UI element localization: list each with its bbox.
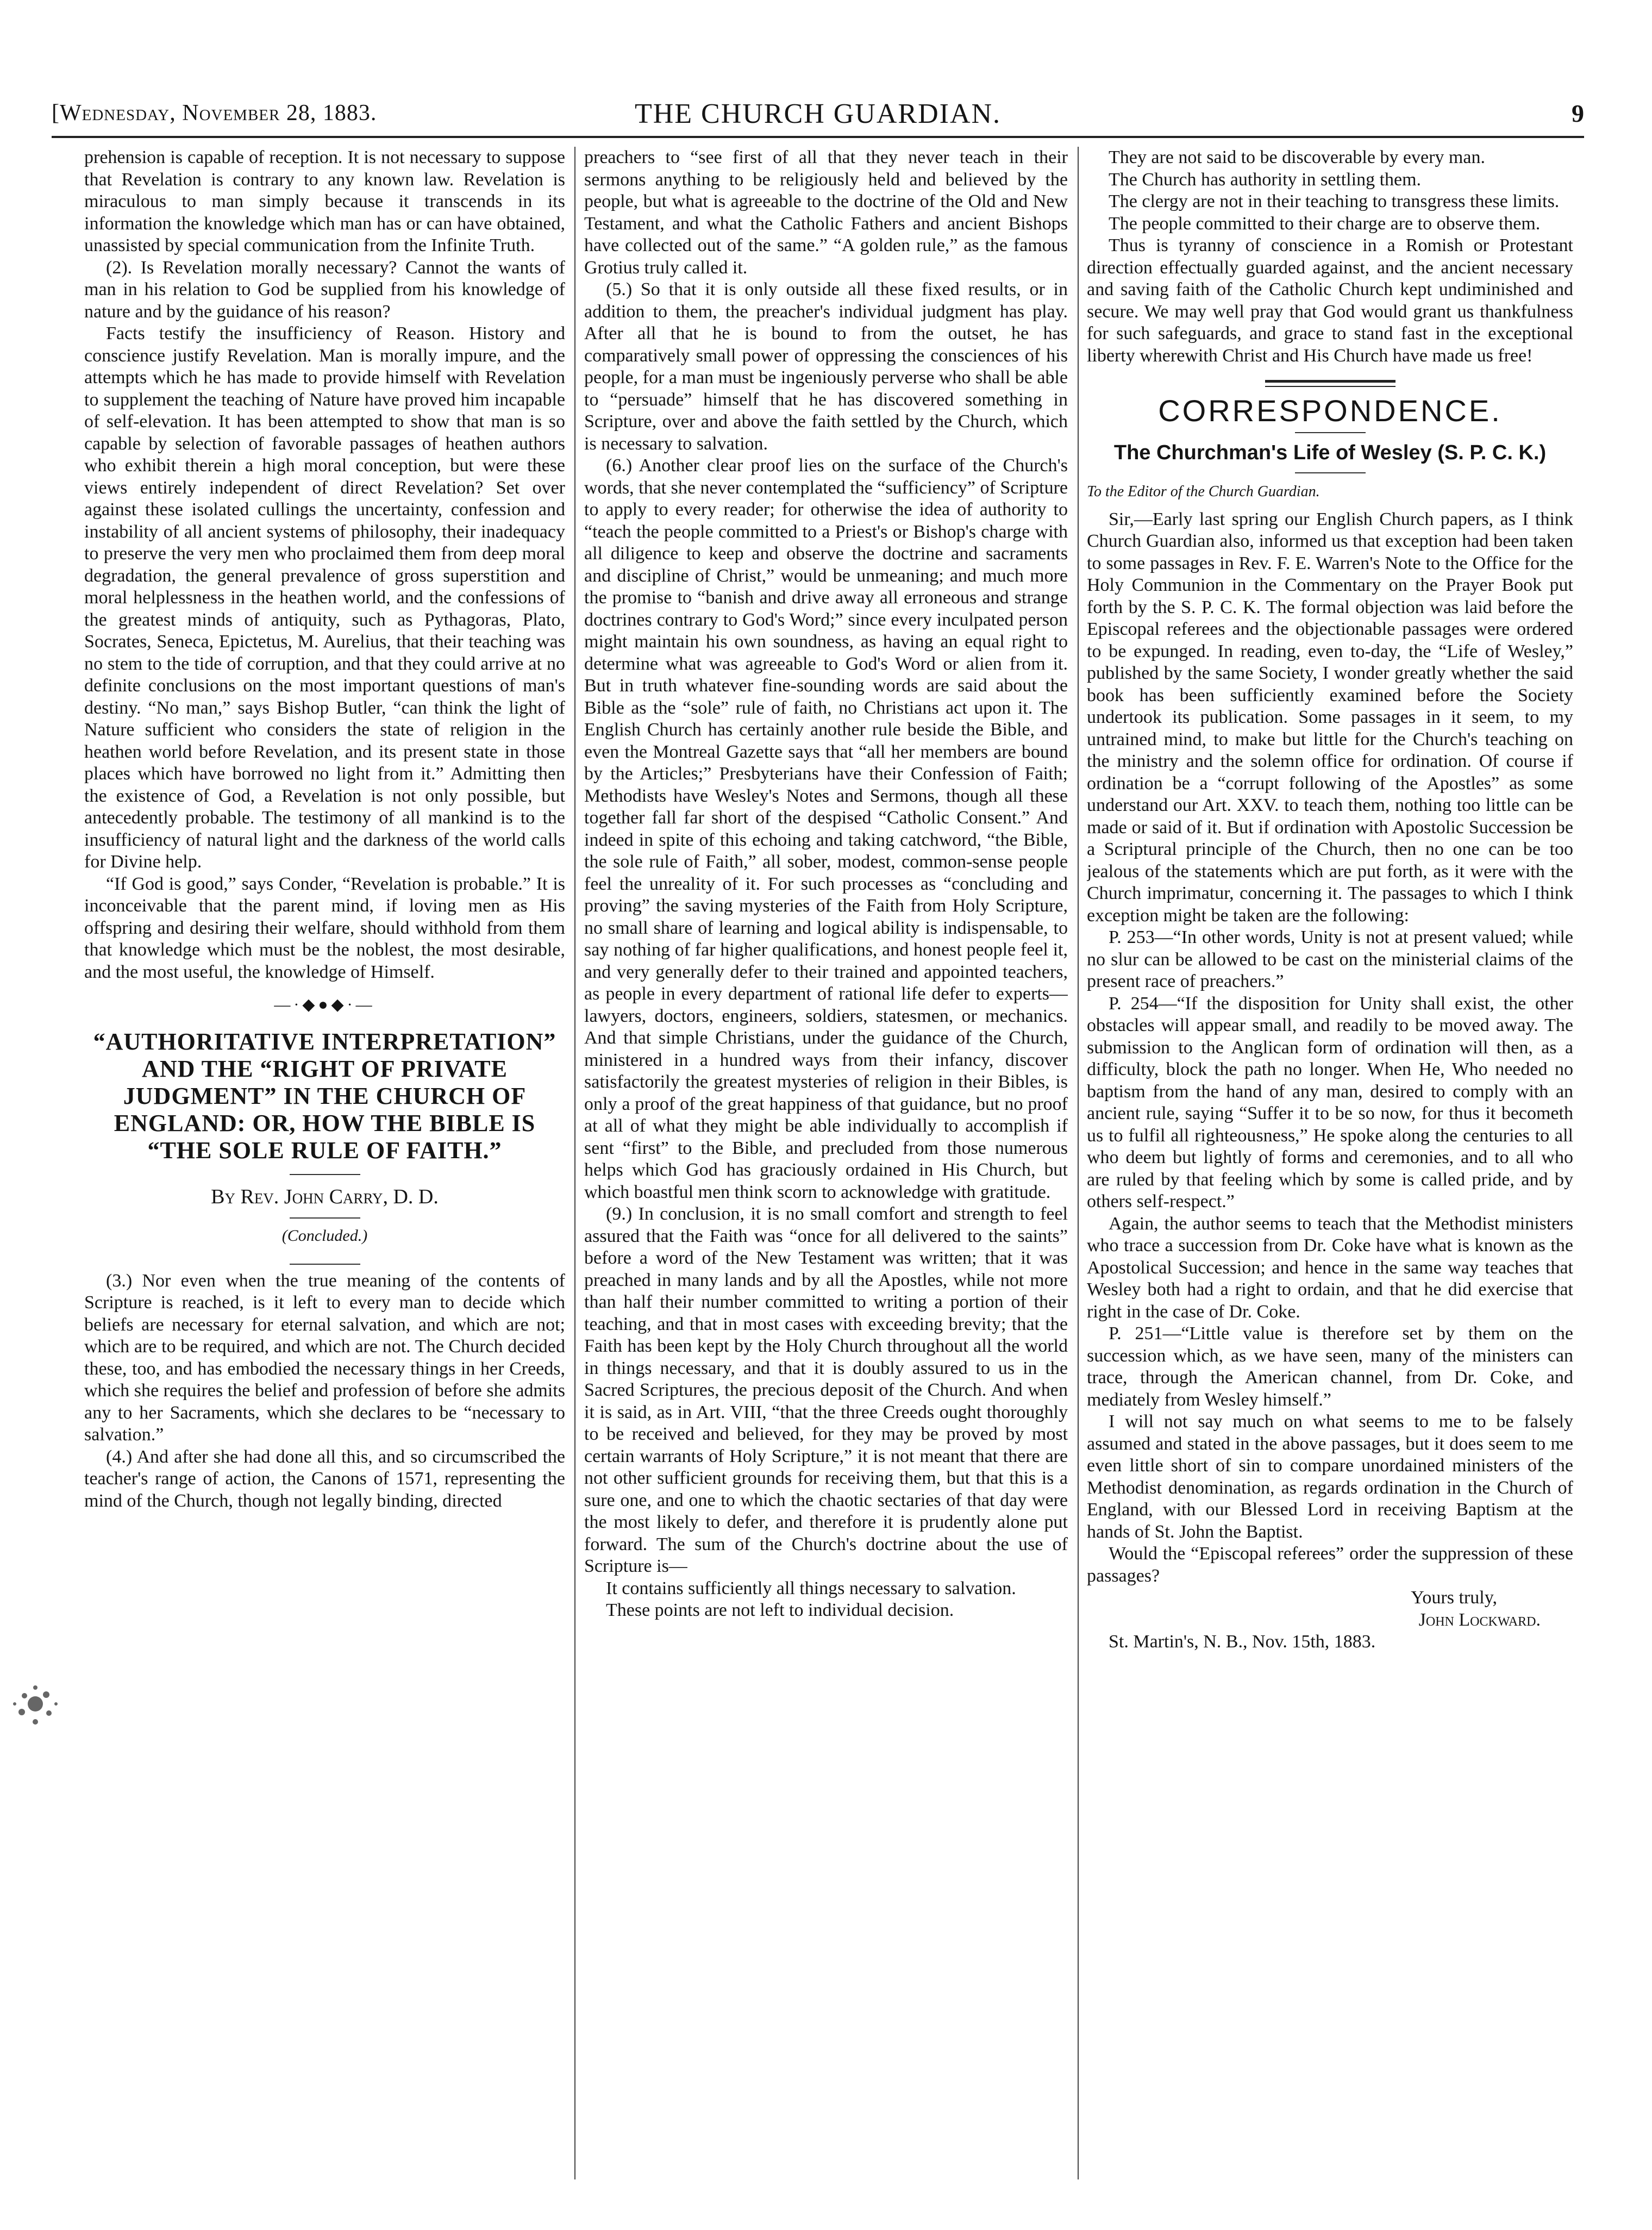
paragraph: (5.) So that it is only outside all these fixed results, or in addition to them, the preacher's individual judgment has play. After all that he is bound to from the outset, he has comparatively small power of oppressing the consciences of his people, for a man must be ingeniously perverse who shall be able to “persuade” himself that he has discovered something in Scripture, over and above the faith settled by the Church, which is necessary to salvation. [584,279,1068,454]
page-number: 9 [1572,99,1584,127]
paragraph: The Church has authority in settling them. [1109,169,1422,190]
paragraph: preachers to “see first of all that they never teach in their sermons anything to be religiously held and believed by the people, but what is agreeable to the doctrine of the Old and New Testament, and what the Catholic Fathers and ancient Bishops have collected out of the same.” “A golden rule,” as the famous Grotius truly called it. [584,147,1068,278]
letter-place-date: St. Martin's, N. B., Nov. 15th, 1883. [1109,1632,1376,1652]
short-rule [1295,432,1366,433]
concluded-note: (Concluded.) [281,1227,368,1245]
column-rule [1078,147,1079,2179]
paragraph: Would the “Episcopal referees” order the suppression of these passages? [1087,1544,1573,1586]
column-3 [1087,147,1573,2185]
paragraph: I will not say much on what seems to me to be falsely assumed and stated in the above passages, but it does seem to me even little short of sin to compare unordained ministers of the Methodist denomination, as regards ordination in the Church of England, with our Blessed Lord in receiving Baptism at the hands of St. John the Baptist. [1087,1411,1573,1542]
paragraph: They are not said to be discoverable by every man. [1109,147,1485,167]
paragraph: (9.) In conclusion, it is no small comfort and strength to feel assured that the Faith was “once for all delivered to the saints” before a word of the New Testament was written; that it was preached in many lands and by all the Apostles, while not more than half their number committed to writing a portion of their teaching, and that in most cases with exceeding brevity; that the Faith has been kept by the Holy Church throughout all the world in things necessary, and that it is doubly assured to us in the Sacred Scriptures, the precious deposit of the Church. And when it is said, as in Art. VIII, “that the three Creeds ought thoroughly to be received and believed, for they may be proved by most certain warrants of Holy Scripture,” it is not meant that there are not other sufficient grounds for receiving them, but that this is a sure one, and one to which the chaotic sectaries of that day were the most likely to defer, and therefore it is prudently alone put forward. The sum of the Church's doctrine about the use of Scripture is— [584,1204,1068,1576]
ornament-divider: —·◆●◆·— [274,996,376,1014]
letter-address: To the Editor of the Church Guardian. [1087,483,1320,500]
paragraph: prehension is capable of reception. It is not necessary to suppose that Revelation is contrary to any known law. Revelation is miraculous to man simply because it transcends in its information the knowledge which man has or can have obtained, unassisted by special communication from the Infinite Truth. [84,147,565,255]
letter-heading: The Churchman's Life of Wesley (S. P. C. K.) [1113,441,1547,464]
paragraph: The people committed to their charge are to observe them. [1109,213,1541,234]
paragraph: (6.) Another clear proof lies on the surface of the Church's words, that she never contemplated the “sufficiency” of Scripture to apply to every reader; for otherwise the idea of authority to “teach the people committed to a Priest's or Bishop's charge with all diligence to keep and observe the doctrine and sacraments and discipline of Christ,” would be unmeaning; and much more the promise to “banish and drive away all erroneous and strange doctrines contrary to God's Word;” since every inculpated person might maintain his own soundness, as having an equal right to determine what was agreeable to God's Word or alien from it. But in truth whatever fine-sounding words are said about the Bible as the “sole” rule of faith, no Christians act upon it. The English Church has certainly another rule beside the Bible, and even the Montreal Gazette says that “all her members are bound by the Articles;” Presbyterians have their Confession of Faith; Methodists have Wesley's Notes and Sermons, though all these together fall far short of the despised “Catholic Consent.” And indeed in spite of this echoing and taking catchword, “the Bible, the sole rule of Faith,” all sober, modest, common-sense people feel the unreality of it. For such processes as “concluding and proving” the saving mysteries of the Faith from Holy Scripture, no small share of learning and logical ability is indispensable, to say nothing of far higher qualifications, and honest people feel it, and very generally defer to their trained and appointed teachers, as people in every department of rational life defer to experts—lawyers, doctors, engineers, soldiers, statesmen, or mechanics. And that simple Christians, under the guidance of the Church, ministered in a hundred ways from their infancy, discover satisfactorily the greatest mysteries of religion in their Bibles, is only a proof of the great happiness of that guidance, but no proof at all of what they might be able individually to accomplish if sent “first” to the Bible, and precluded from those numerous helps which God has graciously ordained in His Church, but which boastful men think scorn to acknowledge with gratitude. [584,455,1068,1202]
section-divider [1265,380,1396,387]
short-rule [290,1264,360,1265]
letter-closing: Yours truly, [1411,1588,1497,1608]
letter-signature: John Lockward. [1418,1609,1541,1630]
paragraph: Thus is tyranny of conscience in a Romish or Protestant direction effectually guarded against, and the ancient necessary and saving faith of the Catholic Church kept undiminished and secure. We may well pray that God would grant us thankfulness for such safeguards, and grace to stand fast in the exceptional liberty wherewith Christ and His Church have made us free! [1087,235,1573,366]
short-rule [1295,472,1366,473]
paragraph: (4.) And after she had done all this, and so circumscribed the teacher's range of action, the Canons of 1571, representing the mind of the Church, though not legally binding, directed [84,1446,565,1511]
column-rule [574,147,575,2179]
section-heading: CORRESPONDENCE. [1158,393,1502,428]
paragraph: P. 253—“In other words, Unity is not at present valued; while no slur can be allowed to be cast on the ministerial claims of the present race of preachers.” [1087,927,1573,991]
column-2 [584,147,1068,2185]
paragraph: P. 254—“If the disposition for Unity shall exist, the other obstacles will appear small, and readily to be moved away. The submission to the Anglican form of ordination will then, as a difficulty, block the path no longer. When He, Who needed no baptism from the hand of any man, desired to comply with an ancient rule, saying “Suffer it to be so now, for thus it becometh us to fulfil all righteousness,” He spoke along the centuries to all who deem but lightly of forms and ceremonies, and to all who are ruled by that feeling which by some is called pride, and by others self-respect.” [1087,993,1573,1211]
paragraph: Sir,—Early last spring our English Church papers, as I think Church Guardian also, informed us that exception had been taken to some passages in Rev. F. E. Warren's Note to the Office for the Holy Communion in the Commentary on the Prayer Book put forth by the S. P. C. K. The formal objection was laid before the Episcopal referees and the objectionable passages were ordered to be expunged. In reading, even to-day, the “Life of Wesley,” published by the same Society, I wonder greatly whether the said book has been sufficiently examined before the Society undertook its publication. Some passages in it seem, to my untrained mind, to make but little for the Church's teaching on the ministry and the solemn office for ordination. Of course if ordination be a “corrupt following of the Apostles” as some understand our Art. XXV. to teach them, nothing too little can be made or said of it. But if ordination with Apostolic Succession be a Scriptural principle of the Church, then no one can be too jealous of the statements which are put forth, as it were with the Church imprimatur, concerning it. The passages to which I think exception might be taken are the following: [1087,509,1573,926]
paragraph: (3.) Nor even when the true meaning of the contents of Scripture is reached, is it left to every man to decide which beliefs are necessary for eternal salvation, and which are not; which are to be required, and which are not. The Church decided these, too, and has embodied the necessary things in her Creeds, which she requires the belief and profession of before she admits any to her Sacraments, which she declares to be “necessary to salvation.” [84,1270,565,1445]
paragraph: “If God is good,” says Conder, “Revelation is probable.” It is inconceivable that the parent mind, if loving men as His offspring and desiring their welfare, should withhold from them that knowledge which must be the noblest, the most desirable, and the most useful, the knowledge of Himself. [84,873,565,982]
paragraph: It contains sufficiently all things necessary to salvation. [606,1578,1016,1598]
article-byline: By Rev. John Carry, D. D. [211,1185,439,1208]
paragraph: These points are not left to individual decision. [606,1600,954,1620]
issue-date: [Wednesday, November 28, 1883. [52,101,377,126]
ink-blot-icon [3,1674,68,1734]
paragraph: The clergy are not in their teaching to transgress these limits. [1109,191,1560,211]
article-heading: “AUTHORITATIVE INTERPRETATION” AND THE “RIGHT OF PRIVATE JUDGMENT” IN THE CHURCH OF ENGLAND: OR, HOW THE BIBLE IS “THE SOLE RULE OF FAITH.” [93,1028,556,1164]
column-1 [84,147,565,2185]
paragraph: Again, the author seems to teach that the Methodist ministers who trace a succession from Dr. Coke have what is known as the Apostolical Succession; and hence in the same way teaches that Wesley both had a right to ordain, and that he did exercise that right in the case of Dr. Coke. [1087,1213,1573,1322]
paragraph: (2). Is Revelation morally necessary? Cannot the wants of man in his relation to God be supplied from his knowledge of nature and by the guidance of his reason? [84,257,565,322]
short-rule [290,1174,360,1175]
masthead [52,98,1584,138]
paragraph: P. 251—“Little value is therefore set by them on the succession which, as we have seen, many of the ministers can trace, through the American channel, from Dr. Coke, and mediately from Wesley himself.” [1087,1323,1573,1410]
paragraph: Facts testify the insufficiency of Reason. History and conscience justify Revelation. Man is morally impure, and the attempts which he has made to provide himself with Revelation to supplement the teaching of Nature have proved him incapable of self-elevation. It has been attempted to show that man is so capable by selection of favorable passages of heathen authors who exhibit therein a high moral conception, but were these views entirely independent of direct Revelation? Set over against these isolated cullings the uncertainty, confession and instability of all ancient systems of philosophy, their inadequacy to preserve the very men who proclaimed them from deep moral degradation, the general prevalence of gross superstition and moral helplessness in the heathen world, and the confessions of the greatest minds of antiquity, such as Pythagoras, Plato, Socrates, Seneca, Epictetus, M. Aurelius, that their teaching was no stem to the tide of corruption, and that they could arrive at no definite conclusions on the most important questions of man's destiny. “No man,” says Bishop Butler, “can think the light of Nature sufficient who considers the state of religion in the heathen world before Revelation, and its present state in those places which have borrowed no light from it.” Admitting then the existence of God, a Revelation is not only possible, but antecedently probable. The testimony of all mankind is to the insufficiency of natural light and the darkness of the world calls for Divine help. [84,323,565,872]
short-rule [290,1217,360,1219]
newspaper-title: THE CHURCH GUARDIAN. [634,98,1002,129]
